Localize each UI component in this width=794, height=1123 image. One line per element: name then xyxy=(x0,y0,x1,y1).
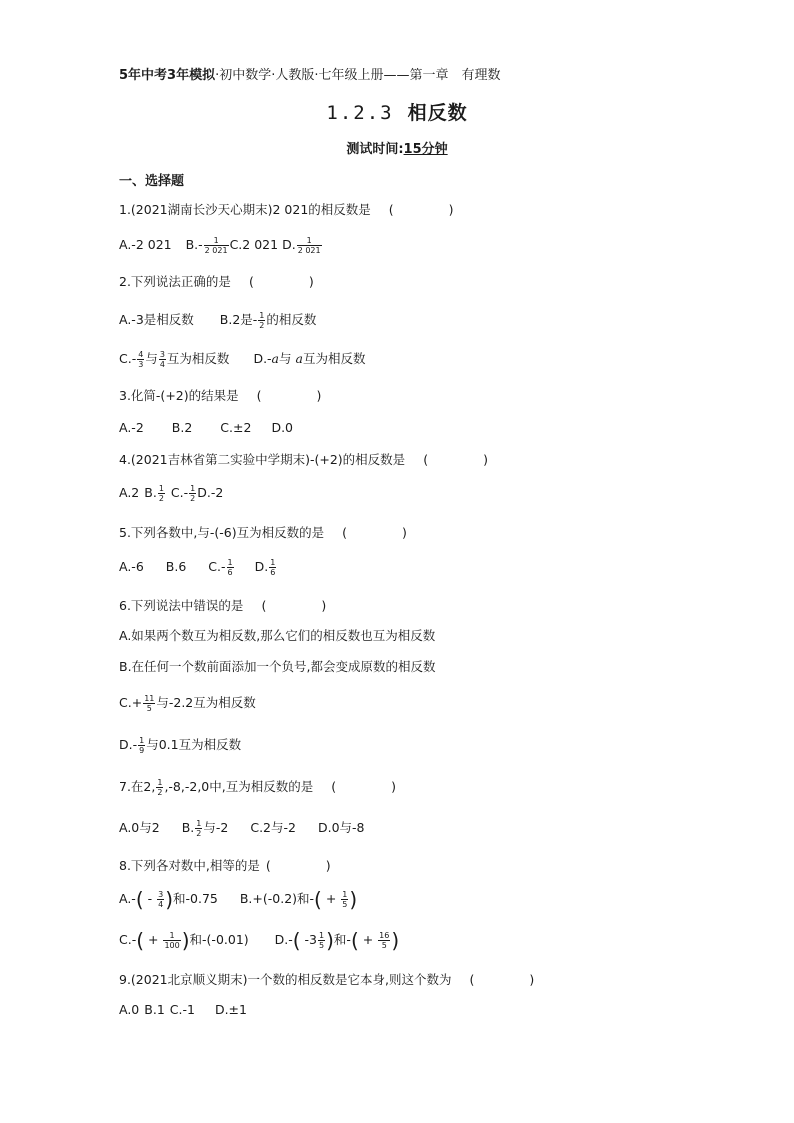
option-c: C.- $\frac{1}{2}$ xyxy=(170,484,196,503)
option-a: A.-6 xyxy=(119,559,144,574)
option-b: B.2 xyxy=(171,420,193,435)
answer-blank: ( ) xyxy=(331,779,406,794)
option-c: C.- $\frac{4}{3}$ 与 $\frac{3}{4}$ 互为相反数 xyxy=(119,350,230,369)
question-8-options-cd xyxy=(119,928,399,952)
running-header xyxy=(119,64,501,83)
option-d: D.-( -3 $\frac{1}{5}$ )和-( + $\frac{16}{5}$ ) xyxy=(274,928,400,952)
question-stem: 2.下列说法正确的是 xyxy=(119,274,231,289)
question-1-options xyxy=(119,236,323,255)
section-number: 1.2.3 xyxy=(326,102,394,124)
option-b: B.- $\frac{1}{2 021}$ xyxy=(185,236,228,255)
question-9-options xyxy=(119,1002,247,1017)
option-d: D.±1 xyxy=(214,1002,247,1017)
brand: 5年中考3年模拟 xyxy=(119,68,216,83)
question-stem: 8.下列各对数中,相等的是 xyxy=(119,858,260,873)
answer-blank: ( ) xyxy=(248,274,324,289)
option-b: B.1 xyxy=(144,1002,165,1017)
question-stem: 4.(2021吉林省第二实验中学期末)-(+2)的相反数是 xyxy=(119,452,406,467)
header-rest: ·初中数学·人教版·七年级上册——第一章 有理数 xyxy=(215,68,501,83)
question-2-options-cd xyxy=(119,349,365,369)
option-a: A.0与2 xyxy=(119,820,160,835)
option-b: B.2是- $\frac{1}{2}$ 的相反数 xyxy=(219,311,317,330)
question-8 xyxy=(119,856,341,874)
option-d: D. $\frac{1}{2 021}$ xyxy=(282,236,321,255)
option-a: A.-3是相反数 xyxy=(119,312,194,327)
option-b: B.在任何一个数前面添加一个负号,都会变成原数的相反数 xyxy=(119,659,436,674)
test-time-value: 15分钟 xyxy=(403,142,448,157)
test-time-label: 测试时间: xyxy=(346,142,404,157)
question-stem: 9.(2021北京顺义期末)一个数的相反数是它本身,则这个数为 xyxy=(119,972,452,987)
option-a: A.0 xyxy=(119,1002,140,1017)
section-title: 相反数 xyxy=(407,102,468,124)
option-c: C.2 021 xyxy=(229,237,279,252)
option-d: D.0与-8 xyxy=(317,820,365,835)
question-stem: 3.化简-(+2)的结果是 xyxy=(119,388,239,403)
question-7-options xyxy=(119,818,364,838)
test-time xyxy=(0,138,794,157)
answer-blank: ( ) xyxy=(265,858,341,873)
question-6 xyxy=(119,596,336,614)
option-c: C.-1 xyxy=(169,1002,195,1017)
section-heading: 一、选择题 xyxy=(119,174,185,189)
option-c: C.-( + $\frac{1}{100}$ )和-(-0.01) xyxy=(119,928,249,952)
option-b: B.+(-0.2)和-( + $\frac{1}{5}$ ) xyxy=(239,887,358,911)
option-d: D.- $\frac{1}{9}$ 与0.1互为相反数 xyxy=(119,736,242,755)
question-5-options xyxy=(119,558,277,577)
option-d: D. $\frac{1}{6}$ xyxy=(254,558,276,577)
question-stem: 6.下列说法中错误的是 xyxy=(119,598,244,613)
question-stem: 1.(2021湖南长沙天心期末)2 021的相反数是 xyxy=(119,202,371,217)
question-7 xyxy=(119,777,406,797)
question-stem: 5.下列各数中,与-(-6)互为相反数的是 xyxy=(119,525,325,540)
question-3 xyxy=(119,386,331,404)
option-d: D.0 xyxy=(271,420,293,435)
option-a: A.如果两个数互为相反数,那么它们的相反数也互为相反数 xyxy=(119,628,436,643)
option-a: A.-2 xyxy=(119,420,144,435)
option-b: B. $\frac{1}{2}$ xyxy=(144,484,164,503)
option-d: D.-2 xyxy=(197,485,224,500)
answer-blank: ( ) xyxy=(261,598,337,613)
option-d: D.-a与 a互为相反数 xyxy=(253,351,366,366)
question-1 xyxy=(119,200,464,218)
question-stem: 7.在2, $\frac{1}{2}$ ,-8,-2,0中,互为相反数的是 xyxy=(119,778,314,797)
option-c: C.- $\frac{1}{6}$ xyxy=(208,558,233,577)
question-2 xyxy=(119,272,324,290)
question-9 xyxy=(119,970,544,988)
question-5 xyxy=(119,523,417,541)
answer-blank: ( ) xyxy=(256,388,332,403)
question-3-options xyxy=(119,420,293,435)
answer-blank: ( ) xyxy=(469,972,545,987)
answer-blank: ( ) xyxy=(388,202,464,217)
option-a: A.2 xyxy=(119,485,140,500)
option-b: B.6 xyxy=(165,559,187,574)
option-c: C.2与-2 xyxy=(250,820,296,835)
option-a: A.-( - $\frac{3}{4}$ )和-0.75 xyxy=(119,887,218,911)
option-c: C.+ $\frac{11}{5}$ 与-2.2互为相反数 xyxy=(119,694,256,713)
option-c: C.±2 xyxy=(220,420,252,435)
answer-blank: ( ) xyxy=(423,452,498,467)
option-b: B. $\frac{1}{2}$ 与-2 xyxy=(181,819,229,838)
answer-blank: ( ) xyxy=(342,525,417,540)
question-4 xyxy=(119,450,498,468)
page-title xyxy=(0,98,794,125)
question-4-options xyxy=(119,484,223,503)
question-8-options-ab xyxy=(119,887,357,911)
question-2-options-ab xyxy=(119,310,316,330)
option-a: A.-2 021 xyxy=(119,237,172,252)
